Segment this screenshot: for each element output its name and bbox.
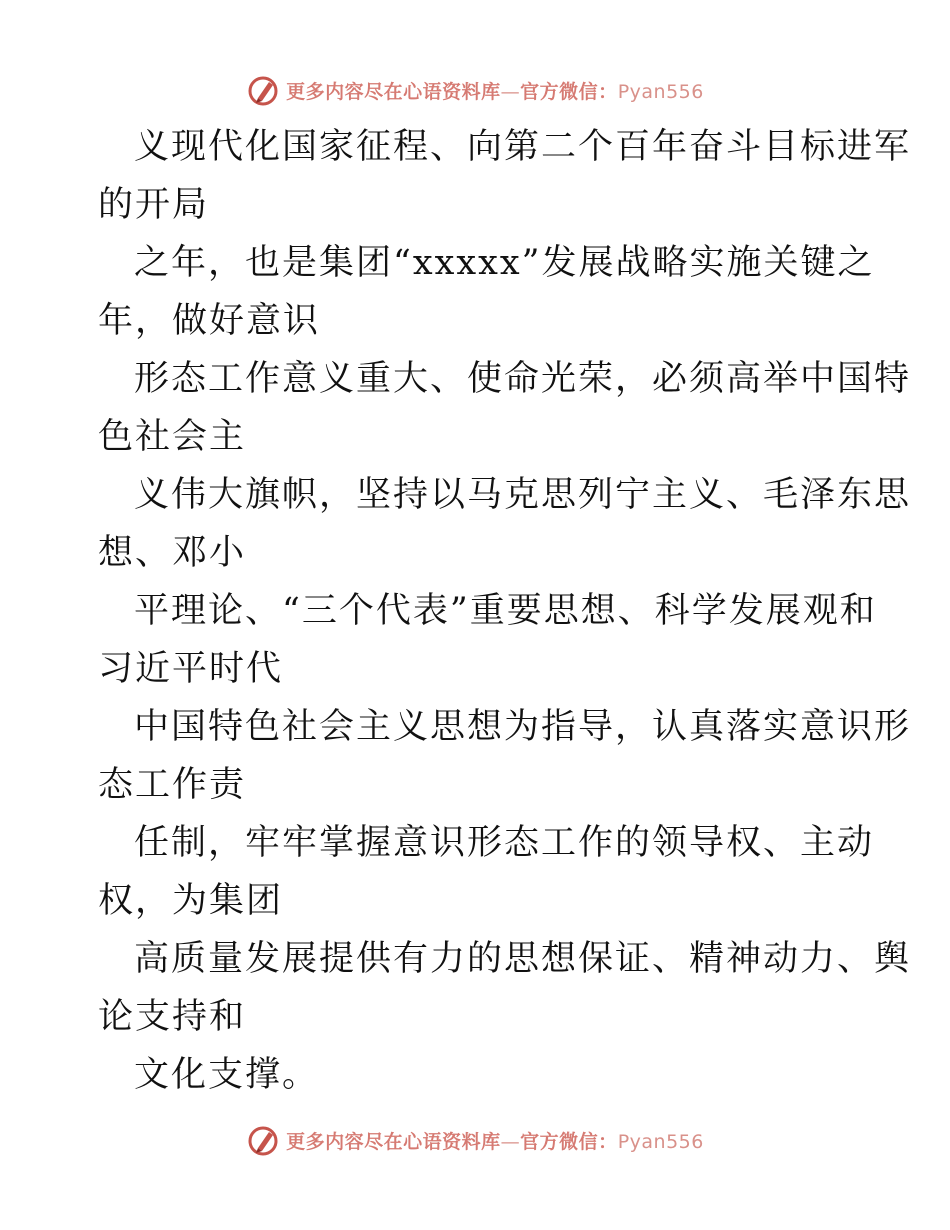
- watermark-main-text: 更多内容尽在心语资料库: [286, 80, 501, 103]
- paragraph-line: 态工作责: [98, 765, 247, 805]
- paragraph-line: 权，为集团: [98, 881, 284, 921]
- paragraph-line: 想、邓小: [98, 533, 247, 573]
- footer-watermark: [0, 1120, 950, 1160]
- paragraph-line: 习近平时代: [98, 649, 284, 689]
- document-body: [98, 118, 912, 1104]
- paragraph-line: 文化支撑。: [134, 1055, 320, 1095]
- paragraph: [98, 582, 877, 698]
- paragraph-line: 中国特色社会主义思想为指导，认真落实意识形: [134, 707, 912, 747]
- paragraph-line: 论支持和: [98, 997, 247, 1037]
- watermark-main-text: 更多内容尽在心语资料库: [286, 1130, 501, 1153]
- paragraph-line: 义现代化国家征程、向第二个百年奋斗目标进军: [134, 127, 912, 167]
- watermark-text: [286, 1127, 704, 1154]
- paragraph: [98, 1046, 858, 1104]
- paragraph-line: 高质量发展提供有力的思想保证、精神动力、舆: [134, 939, 912, 979]
- paragraph-line: 任制，牢牢掌握意识形态工作的领导权、主动: [134, 823, 875, 863]
- watermark-dash: —: [500, 1130, 521, 1153]
- paragraph: [98, 466, 912, 582]
- watermark-wechat-label: 官方微信：: [520, 1130, 618, 1153]
- paragraph-line: 义伟大旗帜，坚持以马克思列宁主义、毛泽东思: [134, 475, 912, 515]
- pen-in-circle-logo-icon: [246, 73, 280, 107]
- paragraph: [98, 118, 912, 234]
- paragraph-line: 形态工作意义重大、使命光荣，必须高举中国特: [134, 359, 912, 399]
- paragraph-line: 之年，也是集团“xxxxx”发展战略实施关键之: [134, 243, 875, 283]
- paragraph-line: 平理论、“三个代表”重要思想、科学发展观和: [134, 591, 877, 631]
- paragraph-line: 年，做好意识: [98, 301, 321, 341]
- watermark-text: [286, 77, 704, 104]
- watermark-account: Pyan556: [617, 80, 704, 103]
- watermark-account: Pyan556: [617, 1130, 704, 1153]
- paragraph: [98, 698, 912, 814]
- pen-in-circle-logo-icon: [246, 1123, 280, 1157]
- paragraph-line: 色社会主: [98, 417, 247, 457]
- paragraph: [98, 350, 912, 466]
- paragraph: [98, 814, 875, 930]
- paragraph: [98, 234, 875, 350]
- paragraph-line: 的开局: [98, 185, 210, 225]
- watermark-wechat-label: 官方微信：: [520, 80, 618, 103]
- watermark-dash: —: [500, 80, 521, 103]
- paragraph: [98, 930, 912, 1046]
- header-watermark: [0, 70, 950, 110]
